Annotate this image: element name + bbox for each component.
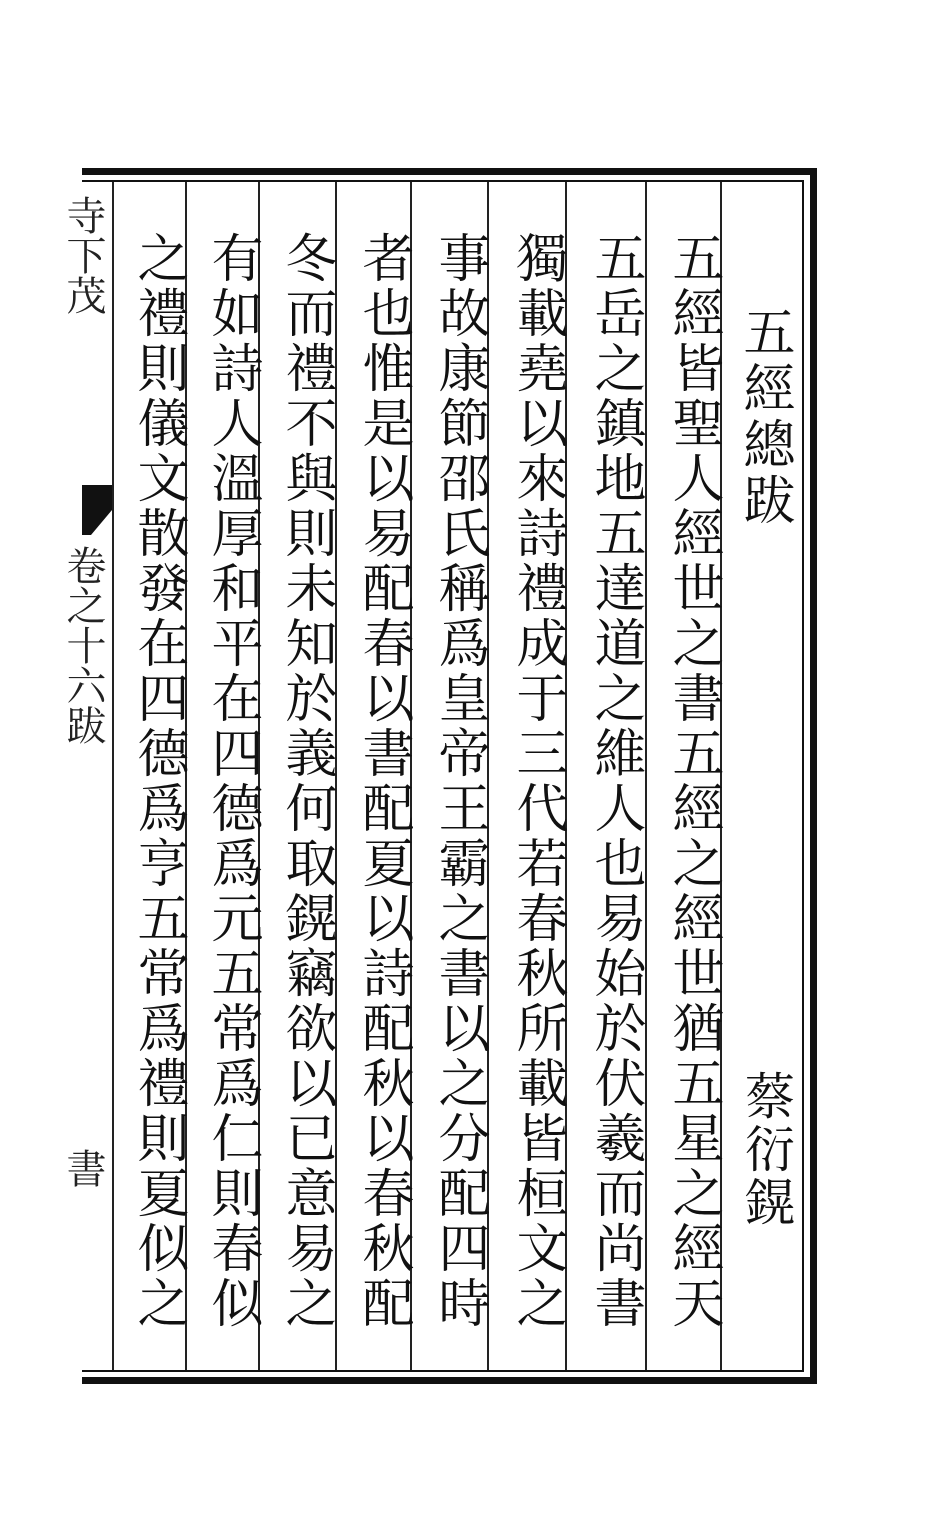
author-name: 蔡衍鎤 bbox=[737, 1070, 795, 1229]
column-rule bbox=[645, 182, 647, 1370]
text-column-2: 五岳之鎮地五達道之維人也易始於伏羲而尚書 bbox=[585, 231, 645, 1331]
text-column-3: 獨載堯以來詩禮成于三代若春秋所載皆桓文之 bbox=[507, 231, 567, 1331]
text-column-7: 有如詩人溫厚和平在四德爲元五常爲仁則春似 bbox=[202, 231, 262, 1331]
text-column-1: 五經皆聖人經世之書五經之經世猶五星之經天 bbox=[663, 231, 723, 1331]
margin-bottom-text: 書 bbox=[60, 1148, 106, 1188]
text-column-5: 者也惟是以易配春以書配夏以詩配秋以春秋配 bbox=[353, 231, 413, 1331]
text-column-4: 事故康節邵氏稱爲皇帝王霸之書以之分配四時 bbox=[429, 231, 489, 1331]
text-column-8: 之禮則儀文散發在四德爲亨五常爲禮則夏似之 bbox=[128, 231, 188, 1331]
margin-volume-text: 卷之十六跋 bbox=[60, 545, 106, 745]
margin-rule bbox=[112, 182, 114, 1370]
text-column-6: 冬而禮不與則未知於義何取鎤竊欲以已意易之 bbox=[276, 231, 336, 1331]
essay-title: 五經總跋 bbox=[734, 305, 794, 529]
margin-top-text: 寺下茂 bbox=[60, 195, 106, 315]
